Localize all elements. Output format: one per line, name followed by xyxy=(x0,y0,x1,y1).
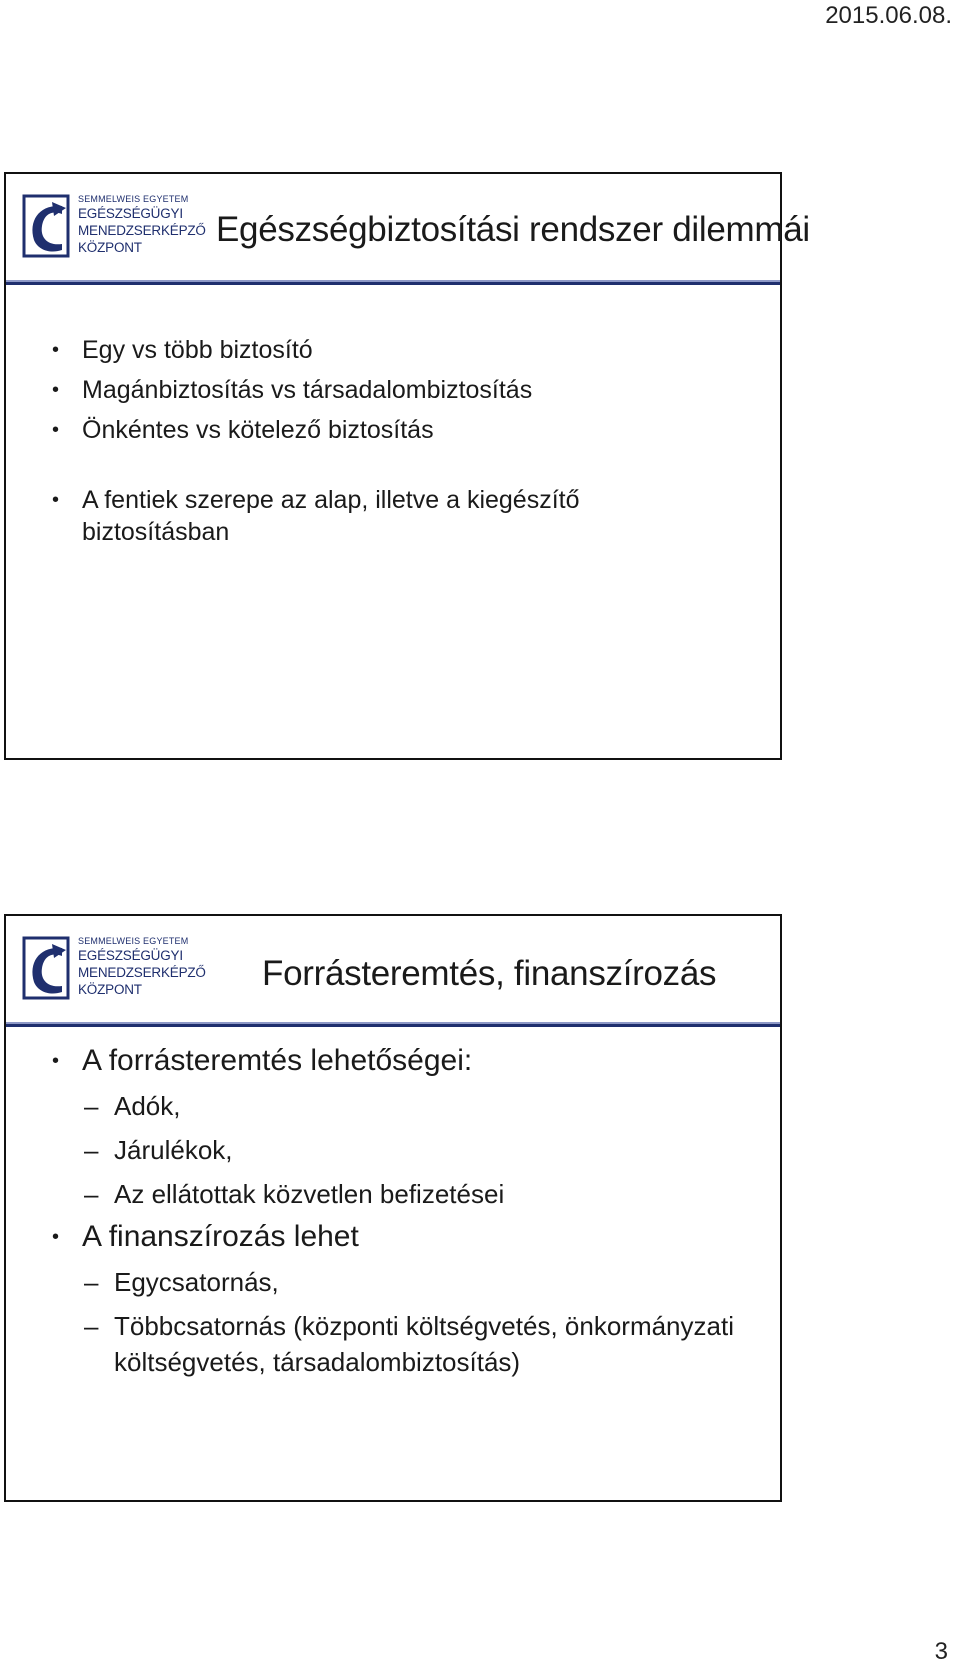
logo-line-3: MENEDZSERKÉPZŐ xyxy=(78,223,206,238)
bullet-item: • Önkéntes vs kötelező biztosítás xyxy=(46,414,762,446)
bullet-item: • A forrásteremtés lehetőségei: xyxy=(46,1042,762,1080)
slide-title: Egészségbiztosítási rendszer dilemmái xyxy=(216,210,810,249)
sub-bullet-item: – Többcsatornás (központi költségvetés, önkormányzati költségvetés, társadalombiztosítás) xyxy=(46,1308,754,1380)
bullet-item: • A finanszírozás lehet xyxy=(46,1218,762,1256)
header-divider xyxy=(6,280,780,282)
logo-line-1: SEMMELWEIS EGYETEM xyxy=(78,194,189,204)
logo-text xyxy=(78,936,208,998)
institution-logo xyxy=(22,936,206,1006)
bullet-item: • A fentiek szerepe az alap, illetve a kiegészítő biztosításban xyxy=(46,484,642,548)
bullet-list xyxy=(46,334,762,548)
bullet-list xyxy=(46,1042,762,1380)
logo-emblem-icon xyxy=(22,194,72,260)
sub-bullet-item: – Adók, xyxy=(46,1088,754,1124)
sub-bullet-item: – Egycsatornás, xyxy=(46,1264,754,1300)
institution-logo xyxy=(22,194,206,264)
bullet-item: • Magánbiztosítás vs társadalombiztosítás xyxy=(46,374,762,406)
bullet-item: • Egy vs több biztosító xyxy=(46,334,762,366)
logo-line-4: KÖZPONT xyxy=(78,982,142,997)
logo-line-3: MENEDZSERKÉPZŐ xyxy=(78,965,206,980)
page-date: 2015.06.08. xyxy=(825,2,952,29)
header-divider xyxy=(6,1022,780,1024)
slide-1 xyxy=(4,172,810,760)
logo-line-2: EGÉSZSÉGÜGYI xyxy=(78,948,183,963)
sub-bullet-item: – Járulékok, xyxy=(46,1132,754,1168)
sub-bullet-item: – Az ellátottak közvetlen befizetései xyxy=(46,1176,754,1212)
logo-line-1: SEMMELWEIS EGYETEM xyxy=(78,936,189,946)
slide-header xyxy=(6,174,810,285)
slide-title: Forrásteremtés, finanszírozás xyxy=(262,954,717,993)
logo-text xyxy=(78,194,208,256)
logo-line-2: EGÉSZSÉGÜGYI xyxy=(78,206,183,221)
logo-emblem-icon xyxy=(22,936,72,1002)
slide-header xyxy=(6,916,780,1027)
page-number: 3 xyxy=(934,1638,948,1665)
logo-line-4: KÖZPONT xyxy=(78,240,142,255)
slide-2 xyxy=(4,914,782,1502)
